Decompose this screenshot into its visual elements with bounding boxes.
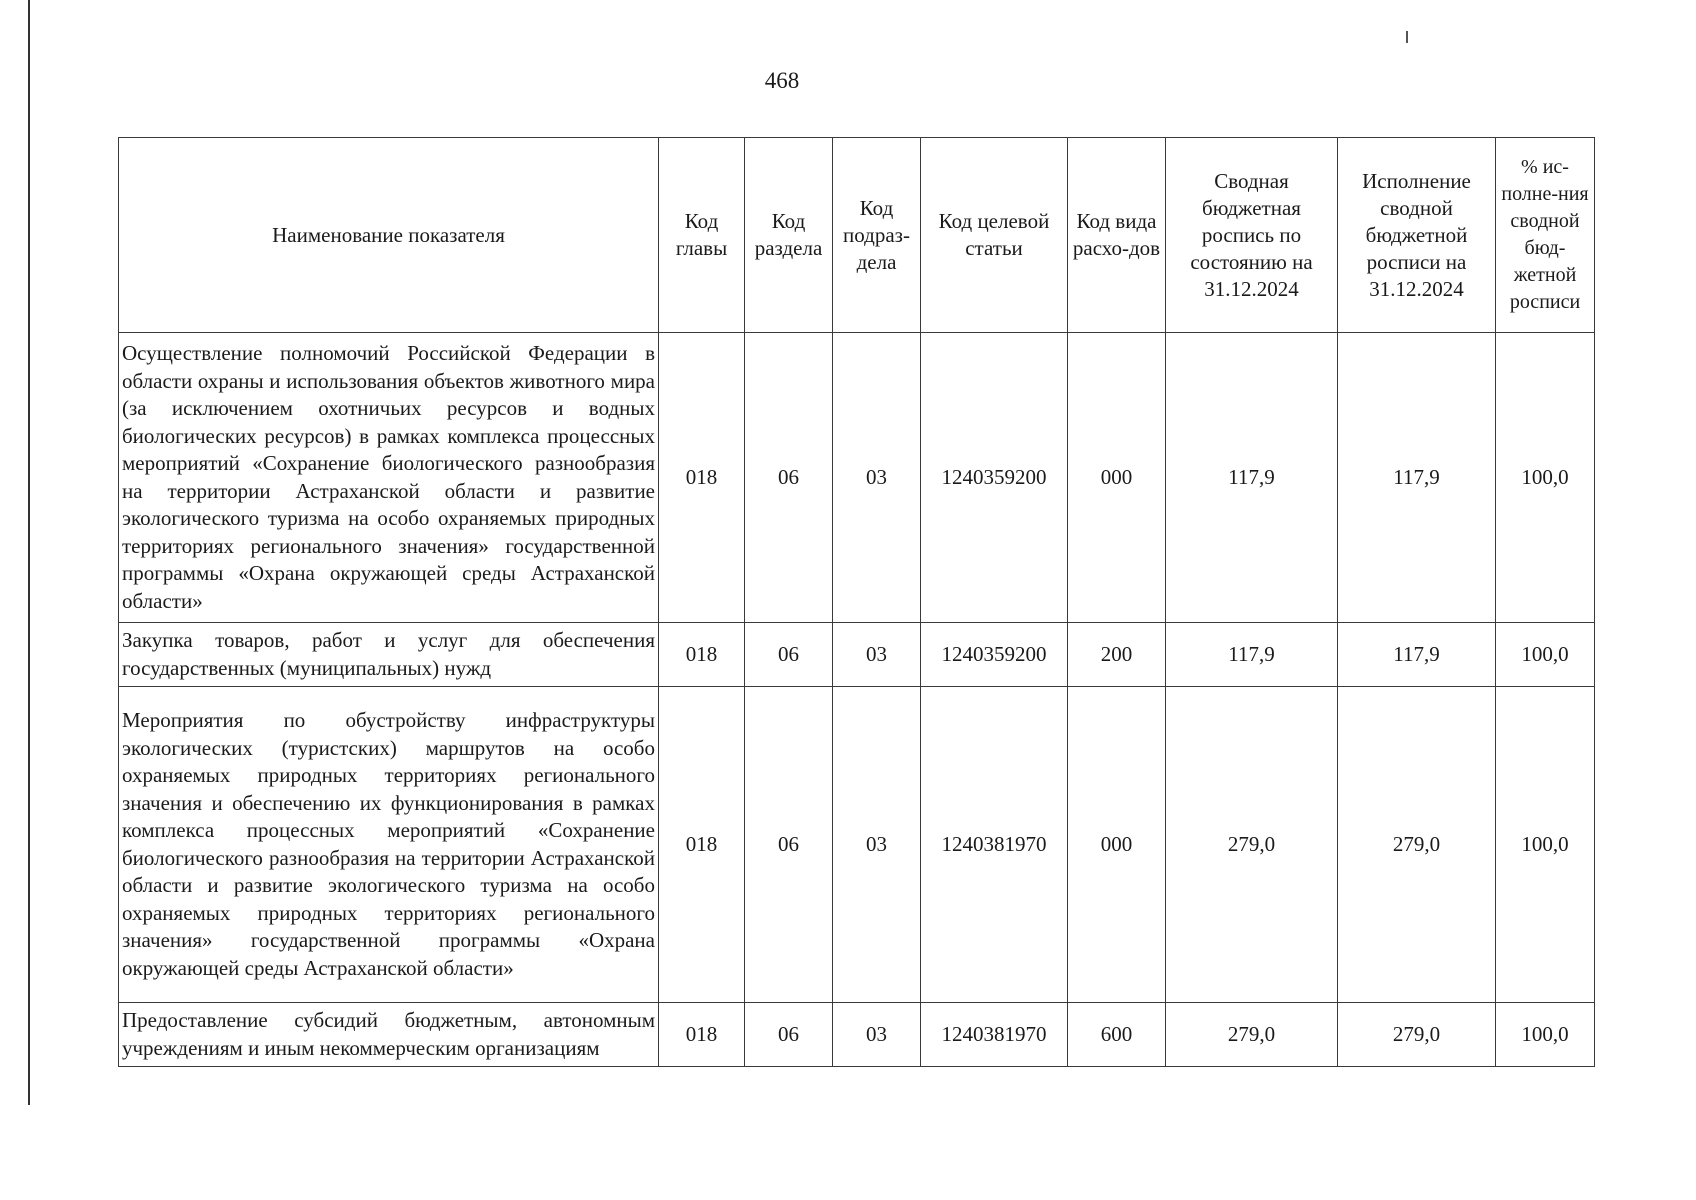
row-section-code: 06 [745,1003,833,1067]
row-execution-percent: 100,0 [1496,333,1595,623]
row-section-code: 06 [745,623,833,687]
row-target-code: 1240359200 [921,623,1068,687]
header-execution-percent: % ис-полне-ния сводной бюд-жетной росписи [1496,138,1595,333]
table-header-row [119,138,1595,333]
row-execution-percent: 100,0 [1496,623,1595,687]
budget-execution-table [118,137,1595,1067]
row-subsection-code: 03 [833,687,921,1003]
row-expense-type-code: 000 [1068,333,1166,623]
header-budget-execution: Исполнение сводной бюджетной росписи на 31.12.2024 [1338,138,1496,333]
row-budget-plan: 117,9 [1166,623,1338,687]
table-row [119,333,1595,623]
row-subsection-code: 03 [833,333,921,623]
row-budget-execution: 117,9 [1338,333,1496,623]
row-expense-type-code: 600 [1068,1003,1166,1067]
header-chapter-code: Код главы [659,138,745,333]
row-name: Предоставление субсидий бюджетным, автономным учреждениям и иным некоммерческим организациям [119,1003,659,1067]
row-target-code: 1240381970 [921,1003,1068,1067]
page-number [0,68,1696,94]
row-chapter-code: 018 [659,623,745,687]
row-budget-execution: 279,0 [1338,687,1496,1003]
row-target-code: 1240359200 [921,333,1068,623]
scan-speck [1406,31,1408,43]
row-budget-plan: 117,9 [1166,333,1338,623]
row-chapter-code: 018 [659,1003,745,1067]
binding-margin-line [28,0,30,1105]
row-budget-execution: 117,9 [1338,623,1496,687]
row-section-code: 06 [745,687,833,1003]
row-budget-execution: 279,0 [1338,1003,1496,1067]
header-target-code: Код целевой статьи [921,138,1068,333]
page-number-text: 468 [764,68,800,93]
row-subsection-code: 03 [833,623,921,687]
row-subsection-code: 03 [833,1003,921,1067]
row-execution-percent: 100,0 [1496,687,1595,1003]
table-row [119,687,1595,1003]
row-execution-percent: 100,0 [1496,1003,1595,1067]
table-row [119,623,1595,687]
table-row [119,1003,1595,1067]
header-subsection-code: Код подраз-дела [833,138,921,333]
header-expense-type-code: Код вида расхо-дов [1068,138,1166,333]
row-section-code: 06 [745,333,833,623]
header-budget-plan: Сводная бюджетная роспись по состоянию на 31.12.2024 [1166,138,1338,333]
row-budget-plan: 279,0 [1166,687,1338,1003]
row-chapter-code: 018 [659,687,745,1003]
row-name: Осуществление полномочий Российской Федерации в области охраны и использования объектов животного мира (за исключением охотничьих ресурсов и водных биологических ресурсов) в рамках комплекса процессных мероприятий «Сохранение биологического разнообразия на территории Астраханской области и развитие экологического туризма на особо охраняемых природных территориях регионального значения» государственной программы «Охрана окружающей среды Астраханской области» [119,333,659,623]
row-budget-plan: 279,0 [1166,1003,1338,1067]
row-expense-type-code: 200 [1068,623,1166,687]
row-name: Мероприятия по обустройству инфраструктуры экологических (туристских) маршрутов на особо охраняемых природных территориях регионального значения и обеспечению их функционирования в рамках комплекса процессных мероприятий «Сохранение биологического разнообразия на территории Астраханской области и развитие экологического туризма на особо охраняемых природных территориях регионального значения» государственной программы «Охрана окружающей среды Астраханской области» [119,687,659,1003]
row-expense-type-code: 000 [1068,687,1166,1003]
row-target-code: 1240381970 [921,687,1068,1003]
header-name: Наименование показателя [119,138,659,333]
row-name: Закупка товаров, работ и услуг для обеспечения государственных (муниципальных) нужд [119,623,659,687]
row-chapter-code: 018 [659,333,745,623]
header-section-code: Код раздела [745,138,833,333]
